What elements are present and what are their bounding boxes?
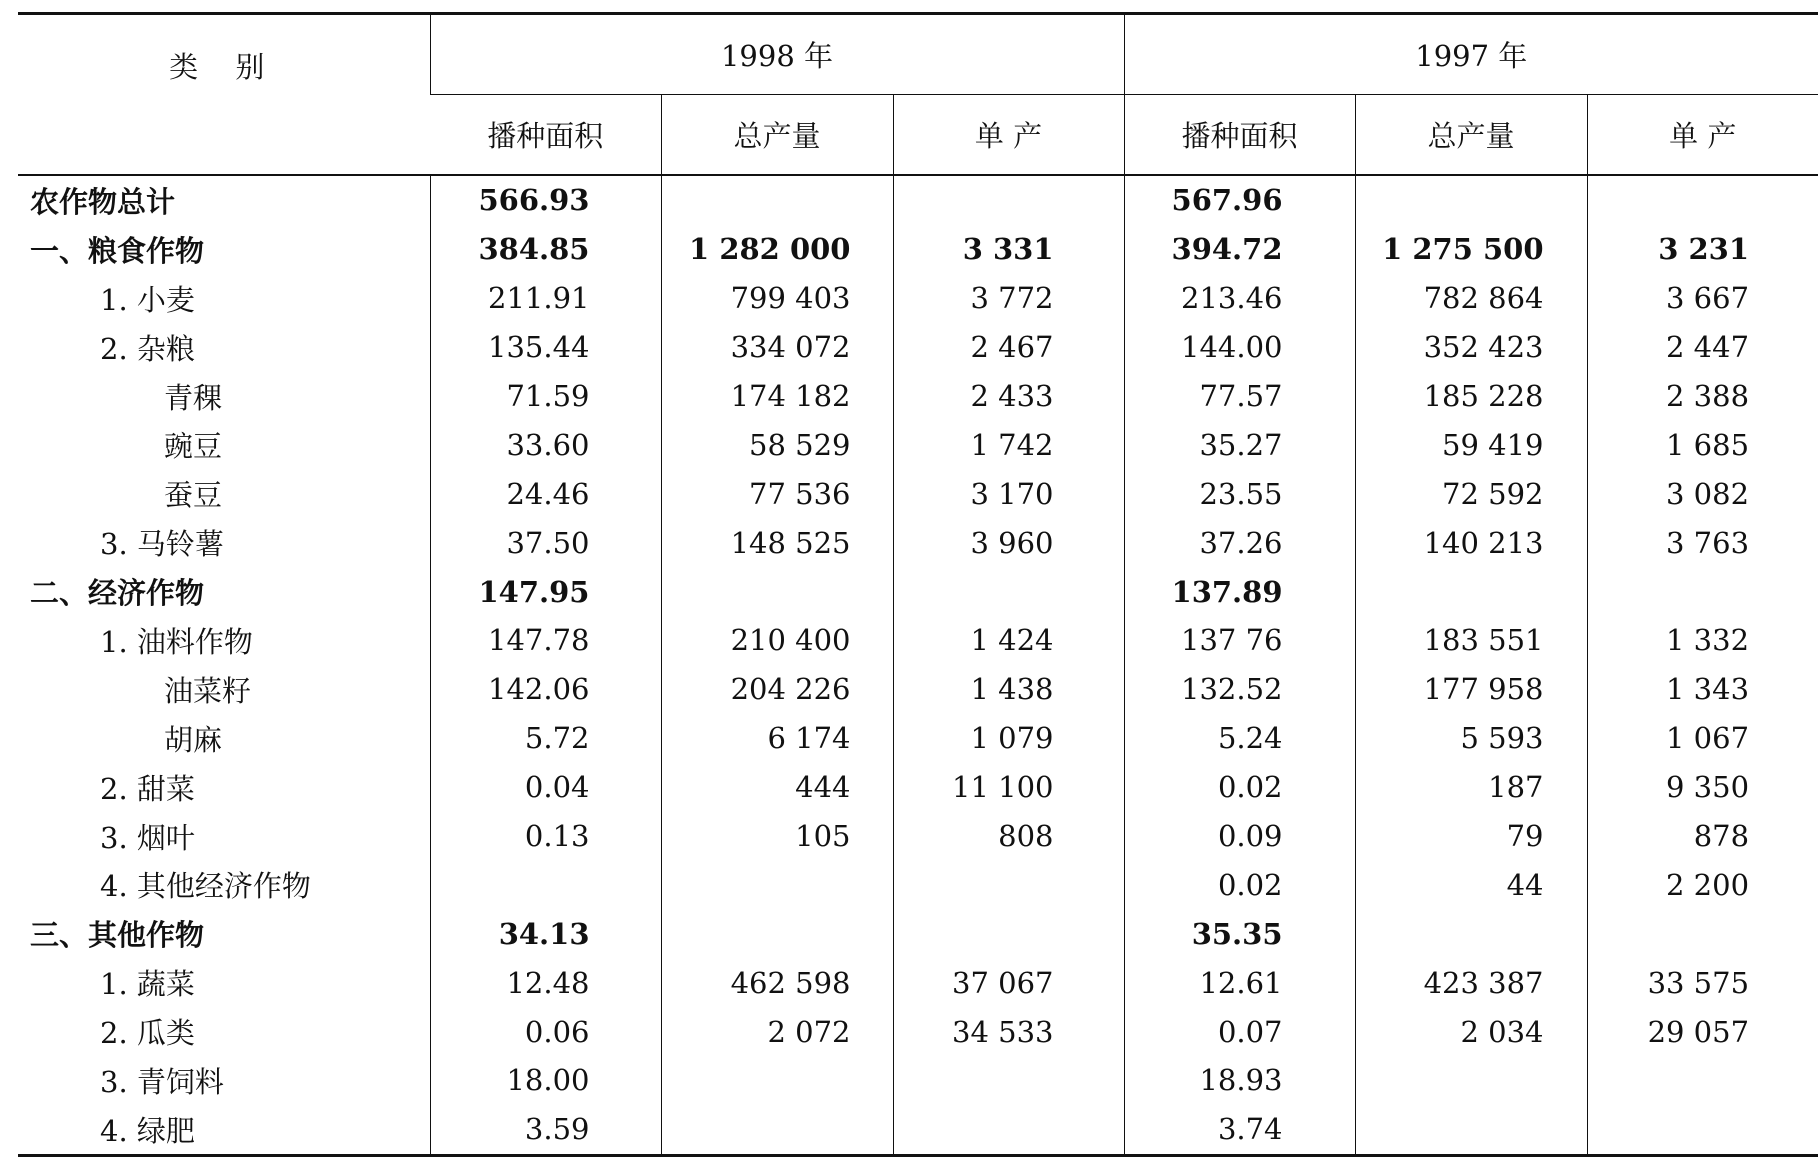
cell-total-output-1998: 210 400 xyxy=(661,616,893,665)
header-year-1998: 1998 年 xyxy=(430,14,1124,95)
cell-sown-area-1997: 0.09 xyxy=(1124,812,1355,861)
cell-sown-area-1997: 137 76 xyxy=(1124,616,1355,665)
cell-total-output-1997: 59 419 xyxy=(1355,420,1587,469)
cell-sown-area-1998: 135.44 xyxy=(430,323,661,372)
cell-total-output-1997: 140 213 xyxy=(1355,518,1587,567)
row-label: 胡麻 xyxy=(164,722,223,757)
table-row xyxy=(18,714,1818,763)
cell-total-output-1997 xyxy=(1355,1105,1587,1155)
row-label: 3. 青饲料 xyxy=(100,1064,224,1099)
crop-statistics-table xyxy=(18,12,1818,1157)
cell-sown-area-1998: 3.59 xyxy=(430,1105,661,1155)
cell-sown-area-1997: 0.07 xyxy=(1124,1007,1355,1056)
table-row xyxy=(18,567,1818,616)
cell-unit-yield-1997: 3 231 xyxy=(1587,225,1818,274)
cell-total-output-1997: 352 423 xyxy=(1355,323,1587,372)
cell-unit-yield-1997: 1 332 xyxy=(1587,616,1818,665)
cell-total-output-1998 xyxy=(661,909,893,958)
cell-unit-yield-1997: 3 667 xyxy=(1587,274,1818,323)
cell-unit-yield-1998: 1 438 xyxy=(893,665,1124,714)
cell-unit-yield-1998: 34 533 xyxy=(893,1007,1124,1056)
cell-unit-yield-1997: 3 082 xyxy=(1587,469,1818,518)
cell-sown-area-1997: 567.96 xyxy=(1124,175,1355,225)
cell-unit-yield-1997: 878 xyxy=(1587,812,1818,861)
cell-total-output-1998: 2 072 xyxy=(661,1007,893,1056)
row-label: 1. 油料作物 xyxy=(100,624,253,659)
cell-unit-yield-1998: 37 067 xyxy=(893,958,1124,1007)
row-label: 油菜籽 xyxy=(164,673,252,708)
row-label: 4. 绿肥 xyxy=(18,1105,430,1155)
table-row xyxy=(18,518,1818,567)
row-label: 农作物总计 xyxy=(30,184,176,219)
row-label: 豌豆 xyxy=(164,429,223,464)
table-row xyxy=(18,958,1818,1007)
cell-sown-area-1998: 142.06 xyxy=(430,665,661,714)
cell-unit-yield-1997: 29 057 xyxy=(1587,1007,1818,1056)
cell-sown-area-1997: 35.35 xyxy=(1124,909,1355,958)
cell-unit-yield-1997: 2 447 xyxy=(1587,323,1818,372)
cell-sown-area-1997: 18.93 xyxy=(1124,1056,1355,1105)
table-row xyxy=(18,616,1818,665)
header-category: 类 别 xyxy=(18,14,430,176)
cell-total-output-1998: 105 xyxy=(661,812,893,861)
cell-total-output-1997: 1 275 500 xyxy=(1355,225,1587,274)
header-total-output-1997: 总产量 xyxy=(1355,95,1587,176)
cell-sown-area-1998: 24.46 xyxy=(430,469,661,518)
cell-total-output-1998 xyxy=(661,1105,893,1155)
cell-sown-area-1997: 5.24 xyxy=(1124,714,1355,763)
cell-unit-yield-1997: 9 350 xyxy=(1587,763,1818,812)
cell-unit-yield-1998: 3 960 xyxy=(893,518,1124,567)
cell-unit-yield-1997: 1 343 xyxy=(1587,665,1818,714)
cell-sown-area-1998: 18.00 xyxy=(430,1056,661,1105)
cell-sown-area-1998: 0.04 xyxy=(430,763,661,812)
table-row xyxy=(18,323,1818,372)
cell-unit-yield-1997 xyxy=(1587,175,1818,225)
cell-total-output-1998: 58 529 xyxy=(661,420,893,469)
cell-total-output-1997: 5 593 xyxy=(1355,714,1587,763)
table-body xyxy=(18,175,1818,1155)
row-label: 青稞 xyxy=(164,380,223,415)
cell-total-output-1997: 423 387 xyxy=(1355,958,1587,1007)
cell-sown-area-1998: 0.06 xyxy=(430,1007,661,1056)
cell-unit-yield-1997 xyxy=(1587,567,1818,616)
table-row xyxy=(18,274,1818,323)
cell-total-output-1997 xyxy=(1355,175,1587,225)
cell-sown-area-1997: 132.52 xyxy=(1124,665,1355,714)
cell-sown-area-1997: 144.00 xyxy=(1124,323,1355,372)
cell-sown-area-1998: 0.13 xyxy=(430,812,661,861)
cell-total-output-1998 xyxy=(661,1056,893,1105)
cell-unit-yield-1997 xyxy=(1587,1105,1818,1155)
cell-unit-yield-1997: 2 388 xyxy=(1587,372,1818,421)
row-label: 1. 蔬菜 xyxy=(100,967,195,1002)
row-label: 2. 杂粮 xyxy=(100,331,195,366)
cell-sown-area-1998: 33.60 xyxy=(430,420,661,469)
cell-unit-yield-1998: 11 100 xyxy=(893,763,1124,812)
cell-sown-area-1998 xyxy=(430,860,661,909)
cell-unit-yield-1998: 2 433 xyxy=(893,372,1124,421)
cell-total-output-1998: 462 598 xyxy=(661,958,893,1007)
cell-total-output-1997: 79 xyxy=(1355,812,1587,861)
cell-sown-area-1998: 12.48 xyxy=(430,958,661,1007)
cell-unit-yield-1998: 3 331 xyxy=(893,225,1124,274)
header-row-years xyxy=(18,14,1818,95)
table-row xyxy=(18,1007,1818,1056)
table-row xyxy=(18,1056,1818,1105)
row-label: 2. 甜菜 xyxy=(100,771,195,806)
cell-sown-area-1998: 34.13 xyxy=(430,909,661,958)
table-row xyxy=(18,909,1818,958)
cell-unit-yield-1997 xyxy=(1587,1056,1818,1105)
cell-total-output-1997: 2 034 xyxy=(1355,1007,1587,1056)
cell-unit-yield-1998 xyxy=(893,567,1124,616)
row-label: 2. 瓜类 xyxy=(100,1016,195,1051)
table-row xyxy=(18,812,1818,861)
cell-sown-area-1997: 37.26 xyxy=(1124,518,1355,567)
cell-sown-area-1997: 0.02 xyxy=(1124,763,1355,812)
cell-unit-yield-1998: 3 772 xyxy=(893,274,1124,323)
cell-sown-area-1998: 37.50 xyxy=(430,518,661,567)
cell-unit-yield-1997 xyxy=(1587,909,1818,958)
cell-total-output-1998: 148 525 xyxy=(661,518,893,567)
cell-total-output-1998 xyxy=(661,175,893,225)
cell-total-output-1997: 183 551 xyxy=(1355,616,1587,665)
cell-total-output-1998 xyxy=(661,567,893,616)
header-total-output-1998: 总产量 xyxy=(661,95,893,176)
cell-sown-area-1997: 3.74 xyxy=(1124,1105,1355,1155)
cell-sown-area-1997: 23.55 xyxy=(1124,469,1355,518)
cell-total-output-1997: 782 864 xyxy=(1355,274,1587,323)
row-label: 蚕豆 xyxy=(164,478,223,513)
cell-sown-area-1997: 394.72 xyxy=(1124,225,1355,274)
cell-unit-yield-1998 xyxy=(893,1105,1124,1155)
cell-sown-area-1998: 566.93 xyxy=(430,175,661,225)
cell-sown-area-1997: 35.27 xyxy=(1124,420,1355,469)
cell-total-output-1997: 72 592 xyxy=(1355,469,1587,518)
table-row xyxy=(18,469,1818,518)
row-label: 三、其他作物 xyxy=(30,918,205,953)
cell-total-output-1998: 1 282 000 xyxy=(661,225,893,274)
cell-unit-yield-1998: 808 xyxy=(893,812,1124,861)
cell-total-output-1998: 799 403 xyxy=(661,274,893,323)
cell-sown-area-1997: 0.02 xyxy=(1124,860,1355,909)
cell-sown-area-1998: 211.91 xyxy=(430,274,661,323)
cell-total-output-1998: 6 174 xyxy=(661,714,893,763)
cell-unit-yield-1998: 1 079 xyxy=(893,714,1124,763)
cell-unit-yield-1997: 1 685 xyxy=(1587,420,1818,469)
cell-unit-yield-1998: 3 170 xyxy=(893,469,1124,518)
cell-total-output-1997: 187 xyxy=(1355,763,1587,812)
cell-unit-yield-1998 xyxy=(893,909,1124,958)
header-unit-yield-1998: 单 产 xyxy=(893,95,1124,176)
header-year-1997: 1997 年 xyxy=(1124,14,1818,95)
crop-statistics-sheet xyxy=(18,12,1818,1157)
cell-unit-yield-1998: 1 424 xyxy=(893,616,1124,665)
table-row xyxy=(18,225,1818,274)
cell-sown-area-1998: 71.59 xyxy=(430,372,661,421)
cell-sown-area-1997: 77.57 xyxy=(1124,372,1355,421)
table-row xyxy=(18,372,1818,421)
row-label: 1. 小麦 xyxy=(100,282,195,317)
cell-unit-yield-1997: 3 763 xyxy=(1587,518,1818,567)
cell-total-output-1997: 185 228 xyxy=(1355,372,1587,421)
table-row xyxy=(18,175,1818,225)
table-row xyxy=(18,763,1818,812)
cell-unit-yield-1998 xyxy=(893,860,1124,909)
header-unit-yield-1997: 单 产 xyxy=(1587,95,1818,176)
cell-sown-area-1997: 137.89 xyxy=(1124,567,1355,616)
cell-unit-yield-1997: 33 575 xyxy=(1587,958,1818,1007)
cell-unit-yield-1998 xyxy=(893,1056,1124,1105)
cell-total-output-1998: 444 xyxy=(661,763,893,812)
cell-sown-area-1997: 213.46 xyxy=(1124,274,1355,323)
table-row xyxy=(18,860,1818,909)
table-row xyxy=(18,420,1818,469)
cell-unit-yield-1998 xyxy=(893,175,1124,225)
cell-total-output-1997: 177 958 xyxy=(1355,665,1587,714)
cell-total-output-1998 xyxy=(661,860,893,909)
cell-total-output-1997 xyxy=(1355,1056,1587,1105)
cell-total-output-1997: 44 xyxy=(1355,860,1587,909)
row-label: 3. 烟叶 xyxy=(100,820,195,855)
cell-sown-area-1997: 12.61 xyxy=(1124,958,1355,1007)
header-sown-area-1998: 播种面积 xyxy=(430,95,661,176)
row-label: 二、经济作物 xyxy=(30,576,205,611)
table-header xyxy=(18,14,1818,176)
cell-total-output-1998: 334 072 xyxy=(661,323,893,372)
row-label: 4. 其他经济作物 xyxy=(100,869,311,904)
cell-unit-yield-1997: 2 200 xyxy=(1587,860,1818,909)
cell-unit-yield-1998: 2 467 xyxy=(893,323,1124,372)
cell-total-output-1998: 204 226 xyxy=(661,665,893,714)
cell-unit-yield-1998: 1 742 xyxy=(893,420,1124,469)
cell-sown-area-1998: 384.85 xyxy=(430,225,661,274)
cell-total-output-1997 xyxy=(1355,909,1587,958)
row-label: 3. 马铃薯 xyxy=(100,527,224,562)
cell-sown-area-1998: 5.72 xyxy=(430,714,661,763)
table-row xyxy=(18,665,1818,714)
table-row xyxy=(18,1105,1818,1155)
cell-total-output-1997 xyxy=(1355,567,1587,616)
cell-sown-area-1998: 147.78 xyxy=(430,616,661,665)
cell-unit-yield-1997: 1 067 xyxy=(1587,714,1818,763)
cell-total-output-1998: 174 182 xyxy=(661,372,893,421)
row-label: 一、粮食作物 xyxy=(30,233,205,268)
header-sown-area-1997: 播种面积 xyxy=(1124,95,1355,176)
cell-total-output-1998: 77 536 xyxy=(661,469,893,518)
cell-sown-area-1998: 147.95 xyxy=(430,567,661,616)
